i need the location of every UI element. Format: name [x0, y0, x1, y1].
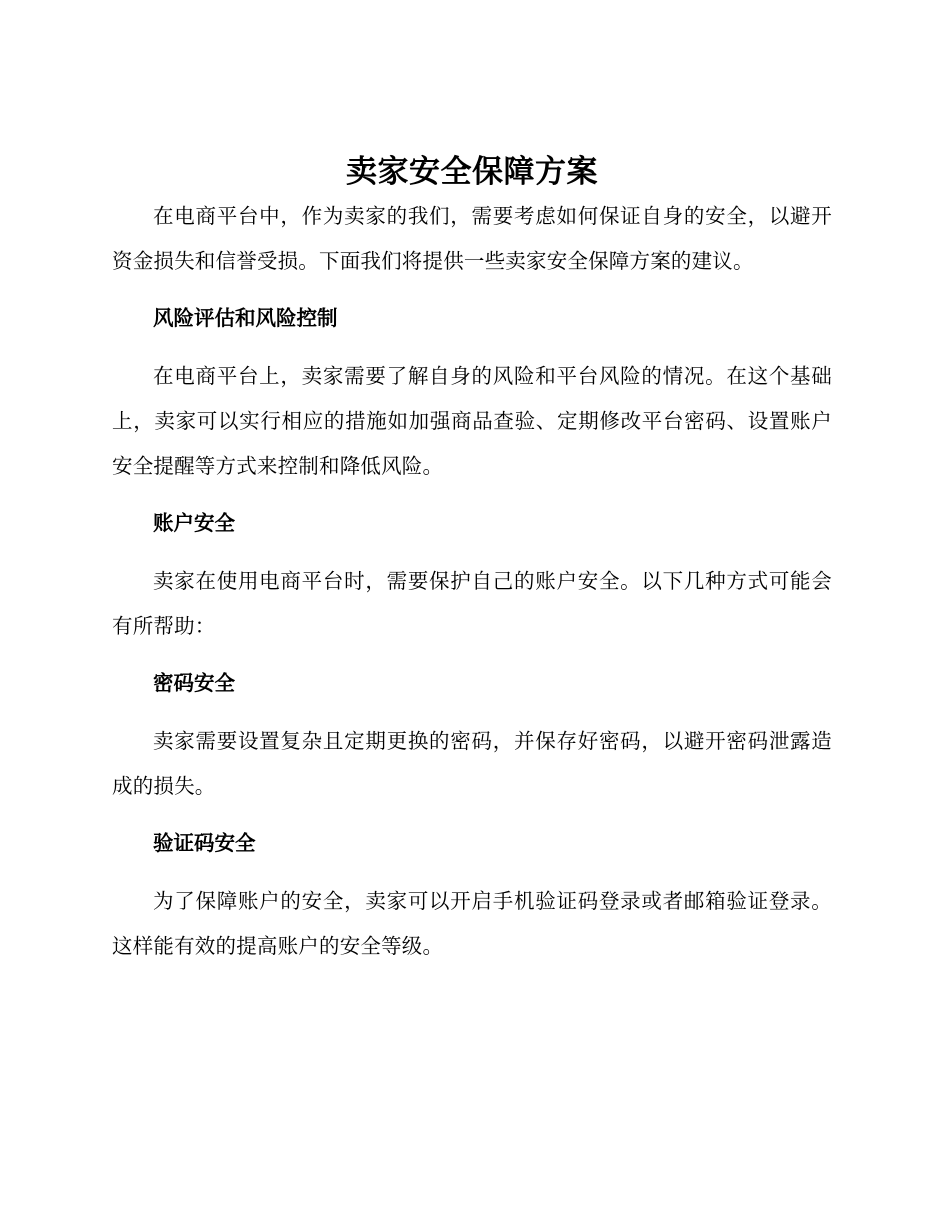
document-page [112, 150, 832, 969]
section-heading-password-security: 密码安全 [153, 671, 235, 695]
intro-paragraph: 在电商平台中，作为卖家的我们，需要考虑如何保证自身的安全，以避开资金损失和信誉受损。下面我们将提供一些卖家安全保障方案的建议。 [112, 204, 832, 273]
section-body-risk-control: 在电商平台上，卖家需要了解自身的风险和平台风险的情况。在这个基础上，卖家可以实行相应的措施如加强商品查验、定期修改平台密码、设置账户安全提醒等方式来控制和降低风险。 [112, 364, 832, 478]
section-heading-verification-code-security: 验证码安全 [153, 831, 256, 855]
section-heading-account-security: 账户安全 [153, 511, 235, 535]
document-title: 卖家安全保障方案 [346, 154, 598, 190]
section-body-account-security: 卖家在使用电商平台时，需要保护自己的账户安全。以下几种方式可能会有所帮助： [112, 569, 832, 638]
section-body-password-security: 卖家需要设置复杂且定期更换的密码，并保存好密码，以避开密码泄露造成的损失。 [112, 729, 832, 798]
section-body-verification-code-security: 为了保障账户的安全，卖家可以开启手机验证码登录或者邮箱验证登录。这样能有效的提高账户的安全等级。 [112, 889, 832, 958]
section-heading-risk-control: 风险评估和风险控制 [153, 306, 338, 330]
